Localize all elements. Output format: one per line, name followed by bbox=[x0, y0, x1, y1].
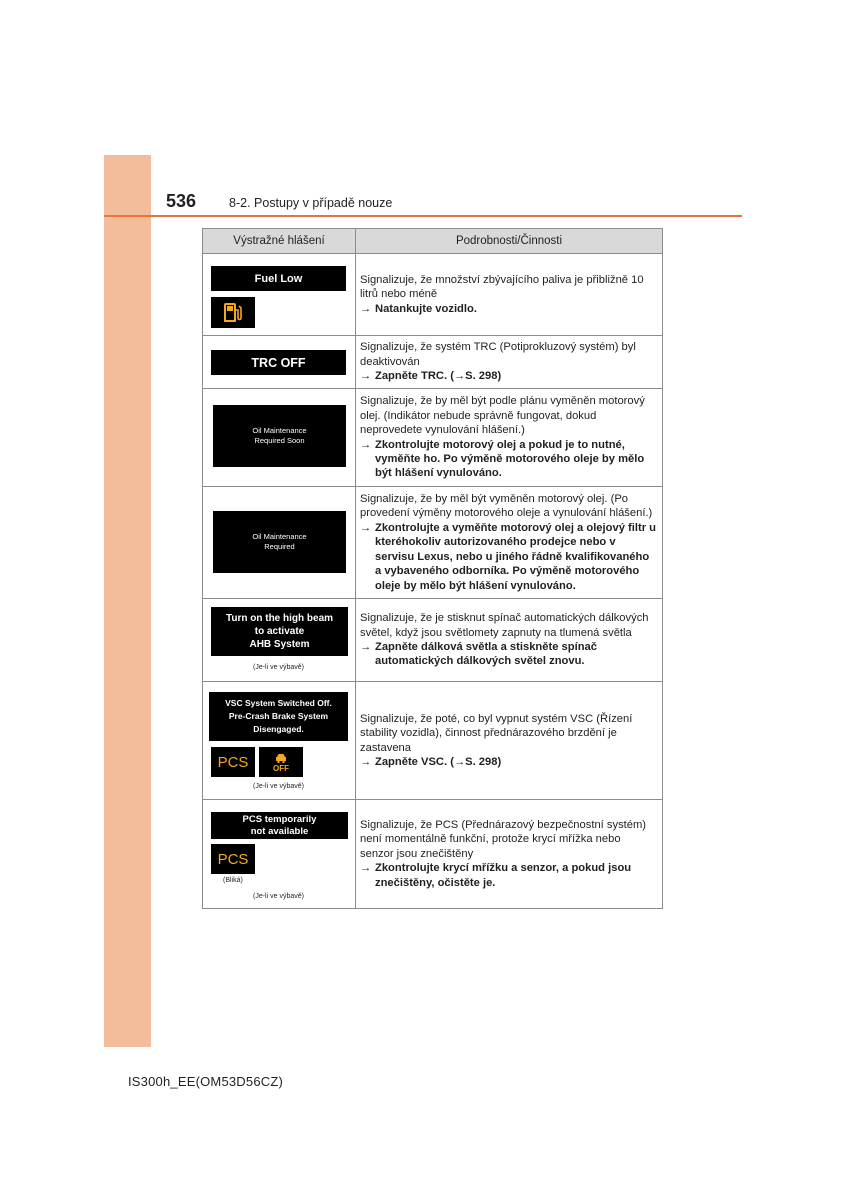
action-text: Zkontrolujte a vyměňte motorový olej a olejový filtr u kteréhokoliv autorizovaného prodejce nebo v servisu Lexus, nebo u jiného řádně kvalifikovaného a vybaveného odborníka. Po výměně motorového oleje by mělo být hlášení vynulováno. bbox=[375, 521, 656, 592]
table-row bbox=[203, 254, 663, 336]
warning-image-cell bbox=[203, 487, 356, 599]
warning-image-cell bbox=[203, 254, 356, 336]
display-message: Oil Maintenance Required Soon bbox=[213, 405, 346, 467]
details-cell bbox=[356, 599, 663, 682]
action-text: Zapněte dálková světla a stiskněte spínač automatických dálkových světel znovu. bbox=[375, 641, 597, 668]
table-row bbox=[203, 599, 663, 682]
chapter-tab-bar bbox=[104, 155, 151, 1047]
warning-image-cell bbox=[203, 599, 356, 682]
pcs-warning-icon: PCS bbox=[211, 844, 255, 874]
warning-table bbox=[202, 228, 663, 909]
display-message: VSC System Switched Off. Pre-Crash Brake System Disengaged. bbox=[209, 692, 348, 741]
table-row bbox=[203, 336, 663, 389]
off-label: OFF bbox=[273, 763, 289, 773]
table-row bbox=[203, 389, 663, 487]
action-line bbox=[360, 640, 657, 669]
action-line bbox=[360, 861, 657, 890]
display-message: Oil Maintenance Required bbox=[213, 511, 346, 573]
detail-text: Signalizuje, že PCS (Přednárazový bezpečnostní systém) není momentálně funkční, protože krycí mřížka nebo senzor jsou znečištěny bbox=[360, 818, 647, 860]
warning-image-cell bbox=[203, 800, 356, 909]
arrow-icon: → bbox=[360, 370, 372, 383]
action-text: Zkontrolujte motorový olej a pokud je to nutné, vyměňte ho. Po výměně motorového oleje by mělo být hlášení vynulováno. bbox=[375, 438, 645, 480]
column-header: Podrobnosti/Činnosti bbox=[356, 229, 663, 254]
details-cell bbox=[356, 487, 663, 599]
document-code: IS300h_EE(OM53D56CZ) bbox=[128, 1074, 284, 1089]
pcs-car-icon bbox=[274, 752, 288, 764]
details-cell bbox=[356, 800, 663, 909]
details-cell bbox=[356, 254, 663, 336]
detail-text: Signalizuje, že by měl být podle plánu vyměněn motorový olej. (Indikátor nebude správně fungovat, dokud neprovedete vynulování hlášení.) bbox=[360, 395, 645, 437]
details-cell bbox=[356, 336, 663, 389]
equipment-note: (Je-li ve výbavě) bbox=[253, 664, 304, 671]
display-message: Fuel Low bbox=[211, 266, 346, 291]
detail-text: Signalizuje, že systém TRC (Potiprokluzový systém) byl deaktivován bbox=[360, 341, 636, 368]
action-line bbox=[360, 369, 657, 383]
warning-image-cell bbox=[203, 682, 356, 800]
table-row bbox=[203, 487, 663, 599]
action-text: Zapněte VSC. (→S. 298) bbox=[375, 755, 502, 768]
details-cell bbox=[356, 682, 663, 800]
section-title: 8-2. Postupy v případě nouze bbox=[229, 196, 393, 210]
pcs-warning-icon: PCS bbox=[211, 747, 255, 777]
detail-text: Signalizuje, že by měl být vyměněn motorový olej. (Po provedení výměny motorového oleje a vynulování hlášení.) bbox=[360, 493, 653, 520]
action-line bbox=[360, 521, 657, 593]
blink-note: (Bliká) bbox=[223, 877, 243, 884]
fuel-pump-icon bbox=[211, 297, 255, 328]
action-text: Zapněte TRC. (→S. 298) bbox=[375, 370, 502, 383]
display-message: Turn on the high beam to activate AHB System bbox=[211, 607, 348, 656]
arrow-icon: → bbox=[360, 521, 372, 534]
page-number: 536 bbox=[166, 191, 197, 211]
action-line bbox=[360, 438, 657, 481]
detail-text: Signalizuje, že poté, co byl vypnut systém VSC (Řízení stability vozidla), činnost přednárazového brzdění je zastavena bbox=[360, 712, 633, 754]
details-cell bbox=[356, 389, 663, 487]
action-line bbox=[360, 755, 657, 769]
action-text: Natankujte vozidlo. bbox=[375, 302, 477, 315]
table-header-row bbox=[203, 229, 663, 254]
warning-image-cell bbox=[203, 389, 356, 487]
action-line bbox=[360, 302, 657, 316]
action-text: Zkontrolujte krycí mřížku a senzor, a pokud jsou znečištěny, očistěte je. bbox=[375, 862, 632, 889]
arrow-icon: → bbox=[360, 438, 372, 451]
header-rule bbox=[104, 215, 742, 217]
equipment-note: (Je-li ve výbavě) bbox=[253, 783, 304, 790]
column-header: Výstražné hlášení bbox=[203, 229, 356, 254]
table-row bbox=[203, 682, 663, 800]
pcs-off-icon bbox=[259, 747, 303, 777]
arrow-icon: → bbox=[360, 302, 372, 315]
arrow-icon: → bbox=[360, 755, 372, 768]
table-row bbox=[203, 800, 663, 909]
arrow-icon: → bbox=[360, 862, 372, 875]
warning-image-cell bbox=[203, 336, 356, 389]
detail-text: Signalizuje, že je stisknut spínač automatických dálkových světel, když jsou světlomety zapnuty na tlumená světla bbox=[360, 612, 649, 639]
display-message: PCS temporarily not available bbox=[211, 812, 348, 839]
arrow-icon: → bbox=[360, 641, 372, 653]
detail-text: Signalizuje, že množství zbývajícího paliva je přibližně 10 litrů nebo méně bbox=[360, 273, 644, 301]
equipment-note: (Je-li ve výbavě) bbox=[253, 893, 304, 900]
display-message: TRC OFF bbox=[211, 350, 346, 375]
